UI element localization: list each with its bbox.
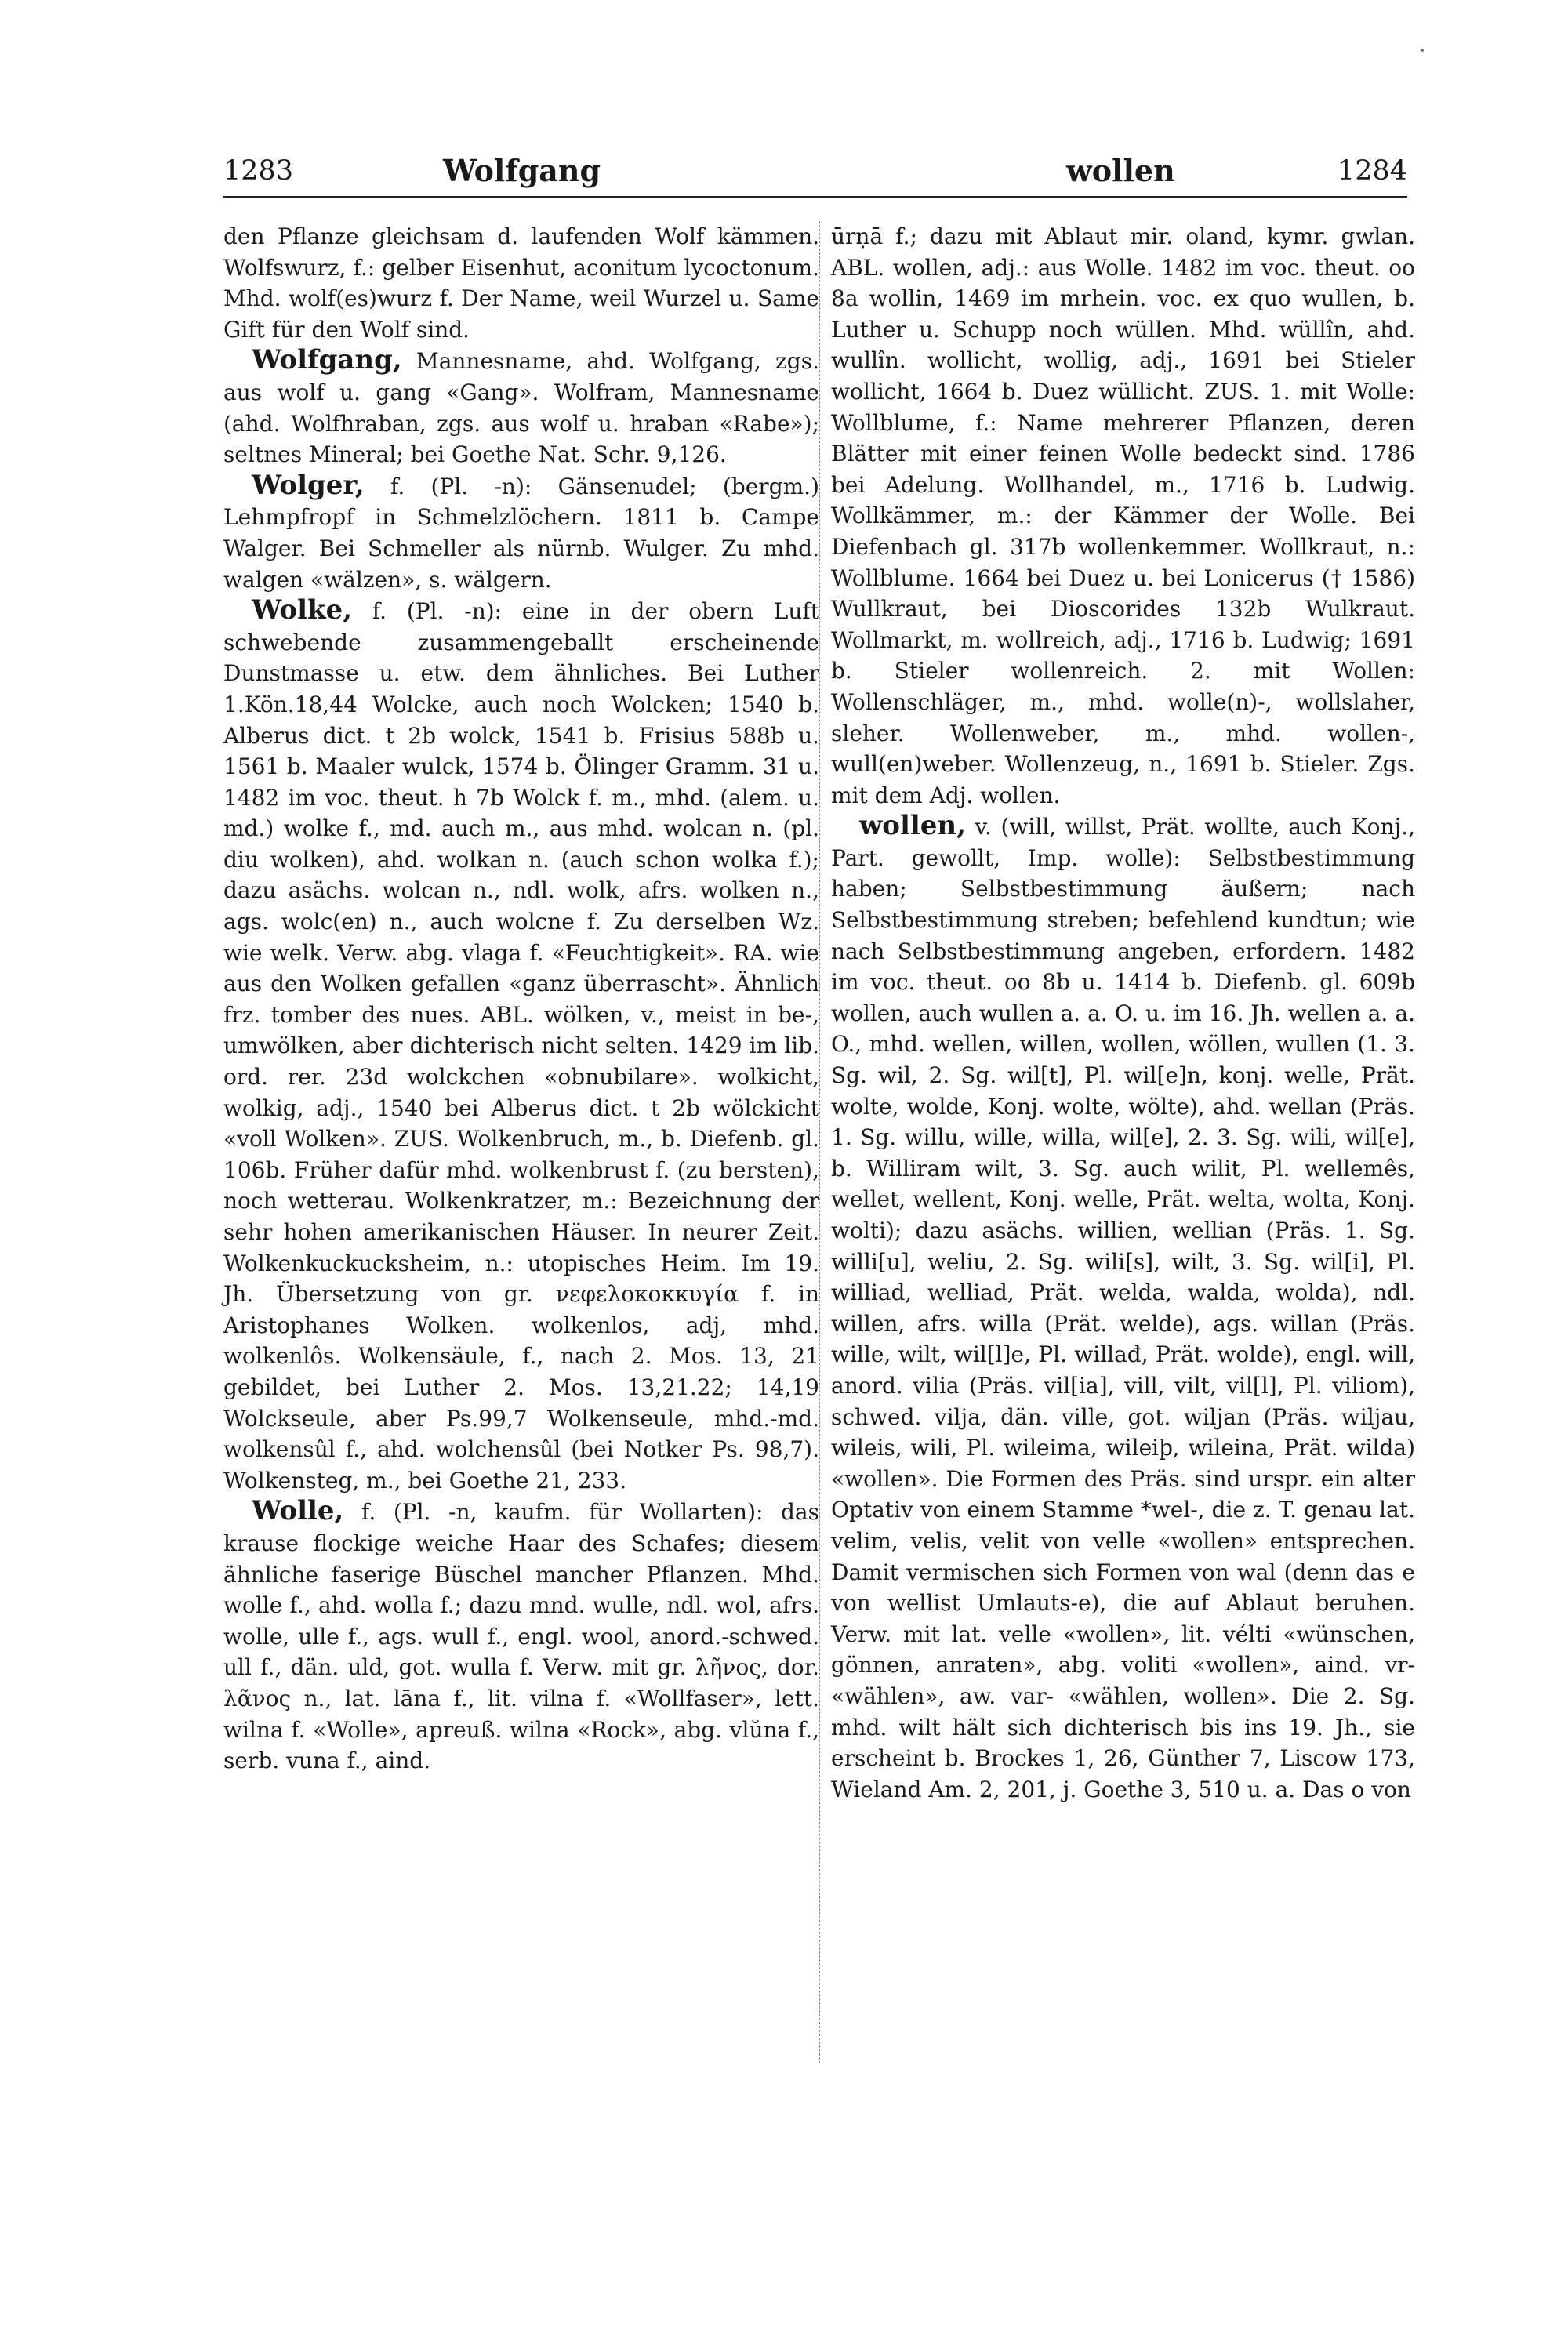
entry-text: f. (Pl. -n): Gänsenudel; (bergm.) Lehmpfropf in Schmelzlöchern. 1811 b. Campe Walger. Bei Schmeller als nürnb. Wulger. Zu mhd. walgen «wälzen», s. wälgern. [223,473,819,593]
entry-text: Mannesname, ahd. Wolfgang, zgs. aus wolf u. gang «Gang». Wolfram, Mannesname (ahd. Wolfhraban, zgs. aus wolf u. hraban «Rabe»); seltnes Mineral; bei Goethe Nat. Schr. 9,126. [223,348,819,468]
entry-paragraph [223,221,819,345]
left-column [223,221,819,1777]
entry-headword: Wolfgang, [252,344,402,376]
page-header [223,154,1407,201]
entry-paragraph [223,345,819,470]
entry-text: f. (Pl. -n, kaufm. für Wollarten): das krause flockige weiche Haar des Schafes; diesem ähnliche faserige Büschel mancher Pflanzen. Mhd. wolle f., ahd. wolla f.; dazu mnd. wulle, ndl. wol, afrs. wolle, ulle f., ags. wull f., engl. wool, anord.-schwed. ull f., dän. uld, got. wulla f. Verw. mit gr. λῆνος, dor. λᾶνος n., lat. lāna f., lit. vilna f. «Wollfaser», lett. wilna f. «Wolle», apreuß. wilna «Rock», abg. vlŭna f., serb. vuna f., aind. [223,1499,819,1774]
entry-text: ūrṇā f.; dazu mit Ablaut mir. oland, kymr. gwlan. ABL. wollen, adj.: aus Wolle. 1482 im voc. theut. oo 8a wollin, 1469 im mrhein. voc. ex quo wullen, b. Luther u. Schupp noch wüllen. Mhd. wüllîn, ahd. wullîn. wollicht, wollig, adj., 1691 bei Stieler wollicht, 1664 b. Duez wüllicht. ZUS. 1. mit Wolle: Wollblume, f.: Name mehrerer Pflanzen, deren Blätter mit einer feinen Wolle bedeckt sind. 1786 bei Adelung. Wollhandel, m., 1716 b. Ludwig. Wollkämmer, m.: der Kämmer der Wolle. Bei Diefenbach gl. 317b wollenkemmer. Wollkraut, n.: Wollblume. 1664 bei Duez u. bei Lonicerus († 1586) Wullkraut, bei Dioscorides 132b Wulkraut. Wollmarkt, m. wollreich, adj., 1716 b. Ludwig; 1691 b. Stieler wollenreich. 2. mit Wollen: Wollenschläger, m., mhd. wolle(n)-, wollslaher, sleher. Wollenweber, m., mhd. wollen-, wull(en)weber. Wollenzeug, n., 1691 b. Stieler. Zgs. mit dem Adj. wollen. [831,223,1415,808]
entry-paragraph [223,1496,819,1776]
entry-text: f. (Pl. -n): eine in der obern Luft schwebende zusammengeballt erscheinende Dunstmasse u. etw. dem ähnliches. Bei Luther 1.Kön.18,44 Wolcke, auch noch Wolcken; 1540 b. Alberus dict. t 2b wolck, 1541 b. Frisius 588b u. 1561 b. Maaler wulck, 1574 b. Ölinger Gramm. 31 u. 1482 im voc. theut. h 7b Wolck f. m., mhd. (alem. u. md.) wolke f., md. auch m., aus mhd. wolcan n. (pl. diu wolken), ahd. wolkan n. (auch schon wolka f.); dazu asächs. wolcan n., ndl. wolk, afrs. wolken n., ags. wolc(en) n., auch wolcne f. Zu derselben Wz. wie welk. Verw. abg. vlaga f. «Feuchtigkeit». RA. wie aus den Wolken gefallen «ganz überrascht». Ähnlich frz. tomber des nues. ABL. wölken, v., meist in be-, umwölken, aber dichterisch nicht selten. 1429 im lib. ord. rer. 23d wolckchen «obnubilare». wolkicht, wolkig, adj., 1540 bei Alberus dict. t 2b wölckicht «voll Wolken». ZUS. Wolkenbruch, m., b. Diefenb. gl. 106b. Früher dafür mhd. wolkenbrust f. (zu bersten), noch wetterau. Wolkenkratzer, m.: Bezeichnung der sehr hohen amerikanischen Häuser. In neurer Zeit. Wolkenkuckucksheim, n.: utopisches Heim. Im 19. Jh. Übersetzung von gr. νεφελοκοκκυγία f. in Aristophanes Wolken. wolkenlos, adj, mhd. wolkenlôs. Wolkensäule, f., nach 2. Mos. 13, 21 gebildet, bei Luther 2. Mos. 13,21.22; 14,19 Wolckseule, aber Ps.99,7 Wolkenseule, mhd.-md. wolkensûl f., ahd. wolchensûl (bei Notker Ps. 98,7). Wolkensteg, m., bei Goethe 21, 233. [223,598,819,1494]
entry-headword: wollen, [859,810,966,842]
entry-paragraph [831,811,1415,1805]
right-column [831,221,1415,1805]
entry-paragraph [223,595,819,1496]
entry-paragraph [223,470,819,595]
entry-headword: Wolke, [252,594,353,626]
entry-text: v. (will, willst, Prät. wollte, auch Konj., Part. gewollt, Imp. wolle): Selbstbestimmung haben; Selbstbestimmung äußern; nach Selbstbestimmung streben; befehlend kundtun; wie nach Selbstbestimmung angeben, erfordern. 1482 im voc. theut. oo 8b u. 1414 b. Diefenb. gl. 609b wollen, auch wullen a. a. O. u. im 16. Jh. wellen a. a. O., mhd. wellen, willen, wollen, wöllen, wullen (1. 3. Sg. wil, 2. Sg. wil[t], Pl. wil[e]n, konj. welle, Prät. wolte, wolde, Konj. wolte, wölte), ahd. wellan (Präs. 1. Sg. willu, wille, willa, wil[e], 2. 3. Sg. wili, wil[e], b. Williram wilt, 3. Sg. auch wilit, Pl. wellemês, wellet, wellent, Konj. welle, Prät. welta, wolta, Konj. wolti); dazu asächs. willien, wellian (Präs. 1. Sg. willi[u], weliu, 2. Sg. wili[s], wilt, 3. Sg. wil[i], Pl. williad, welliad, Prät. welda, walda, wolda), ndl. willen, afrs. willa (Prät. welde), ags. willan (Präs. wille, wilt, wil[l]e, Pl. willađ, Prät. wolde), engl. will, anord. vilia (Präs. vil[ia], vill, vilt, vil[l], Pl. viliom), schwed. vilja, dän. ville, got. wiljan (Präs. wiljau, wileis, wili, Pl. wileima, wileiþ, wileina, Prät. wilda) «wollen». Die Formen des Präs. sind urspr. ein alter Optativ von einem Stamme *wel-, die z. T. genau lat. velim, velis, velit von velle «wollen» entsprechen. Damit vermischen sich Formen von wal (denn das e von wellist Umlauts-e), die auf Ablaut beruhen. Verw. mit lat. velle «wollen», lit. vélti «wünschen, gönnen, anraten», abg. voliti «wollen», aind. vr- «wählen», aw. var- «wählen, wollen». Die 2. Sg. mhd. wilt hält sich dichterisch bis ins 19. Jh., sie erscheint b. Brockes 1, 26, Günther 7, Liscow 173, Wieland Am. 2, 201, j. Goethe 3, 510 u. a. Das o von [831,814,1415,1802]
page-number-right: 1284 [1337,155,1407,187]
running-headword-left: Wolfgang [443,153,601,188]
entry-text: den Pflanze gleichsam d. laufenden Wolf kämmen. Wolfswurz, f.: gelber Eisenhut, aconitum lycoctonum. Mhd. wolf(es)wurz f. Der Name, weil Wurzel u. Same Gift für den Wolf sind. [223,223,819,343]
running-headword-right: wollen [1066,153,1175,188]
page-number-left: 1283 [223,155,294,187]
header-rule [223,196,1407,198]
column-divider [819,221,820,2063]
entry-headword: Wolle, [252,1495,344,1527]
entry-headword: Wolger, [252,469,365,501]
entry-paragraph [831,221,1415,811]
scan-speck [1421,49,1424,52]
